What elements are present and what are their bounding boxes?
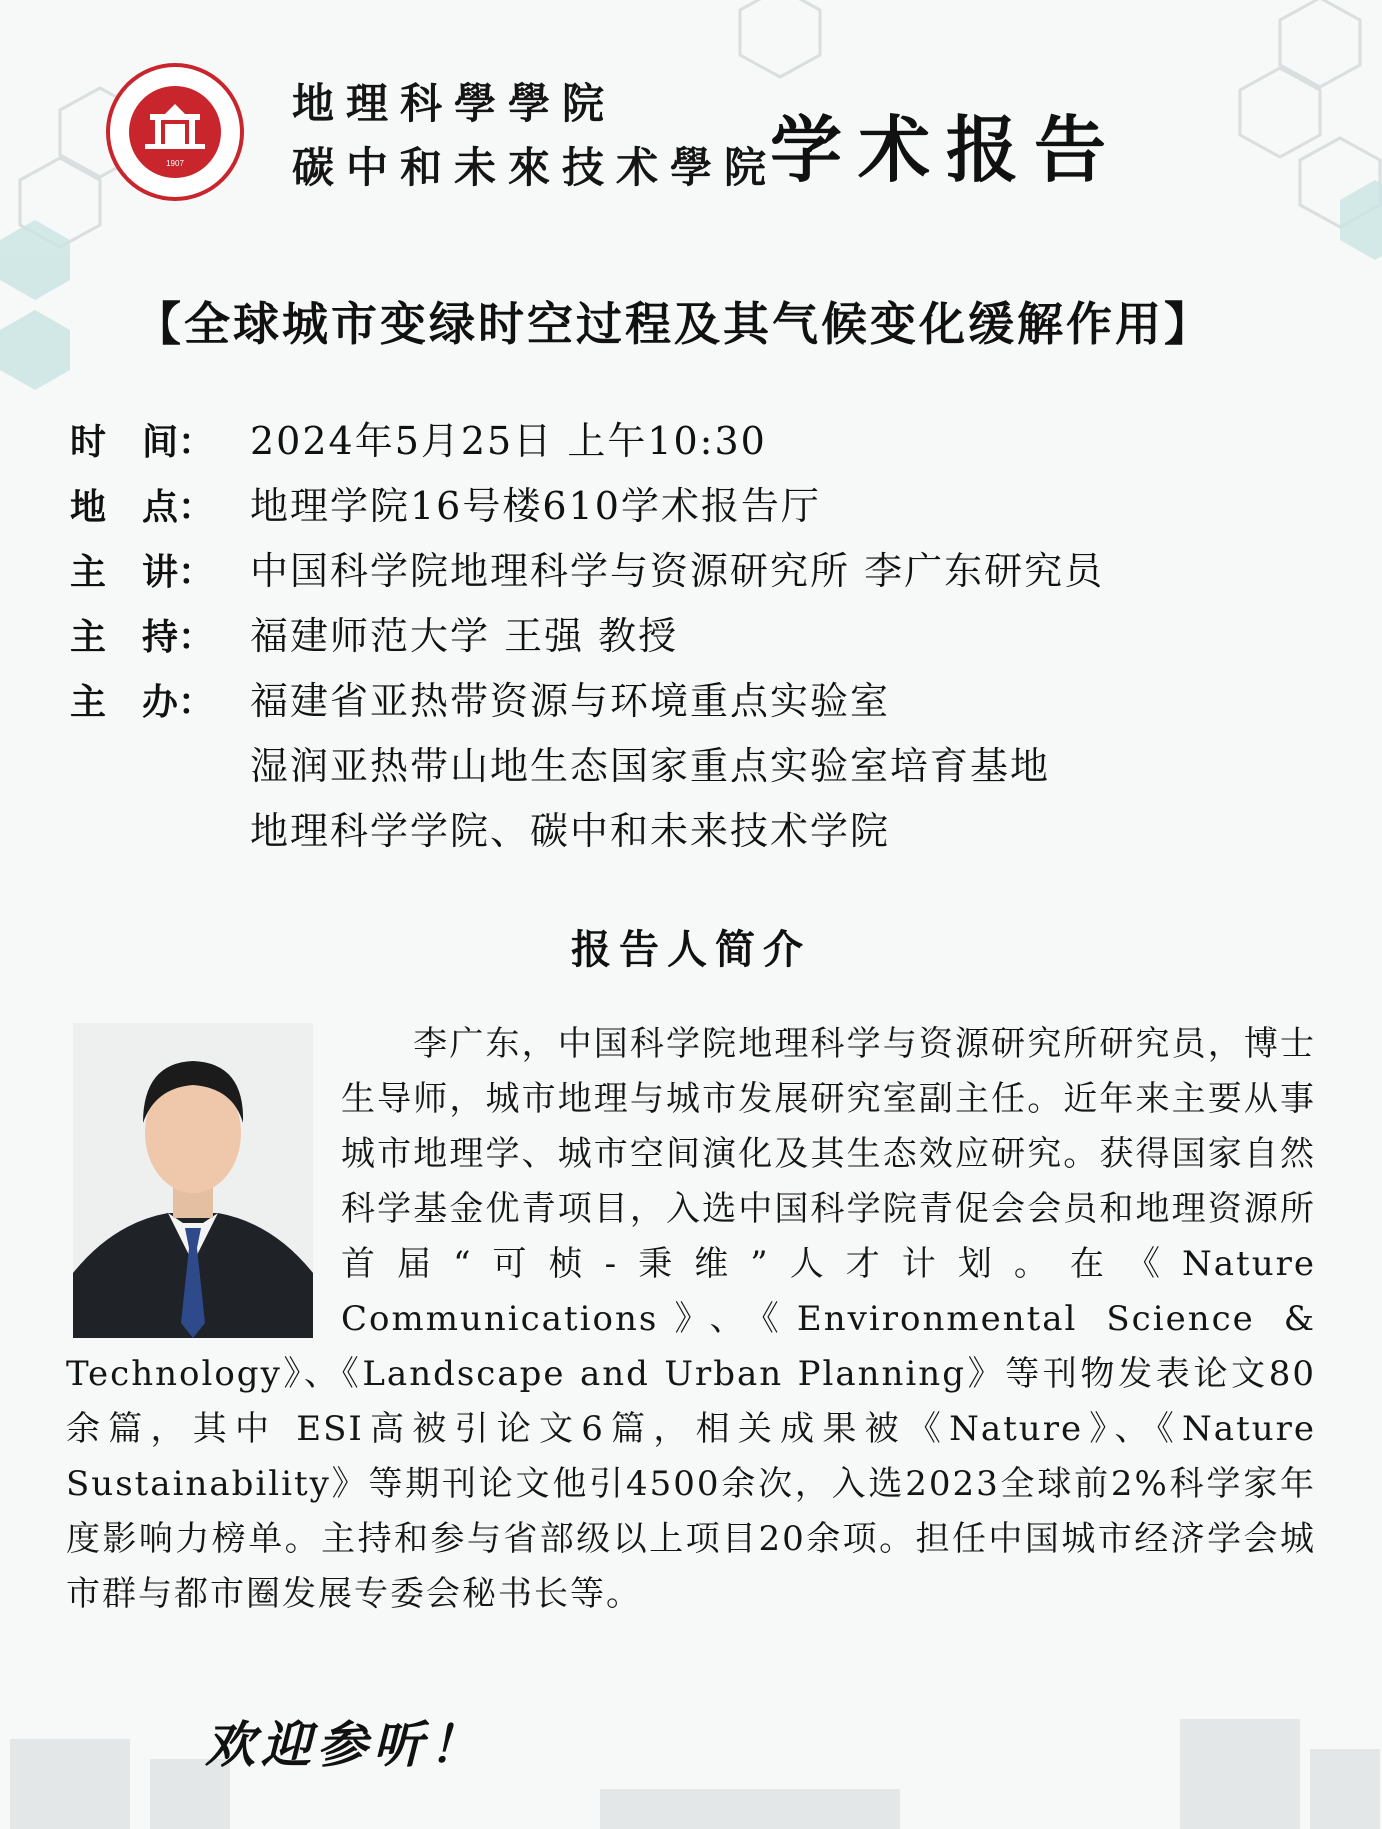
school-name-geography: 地理科學學院 xyxy=(292,79,617,128)
info-row-organizer-2 xyxy=(70,735,1320,800)
info-row-organizer-3 xyxy=(70,800,1320,865)
bio-heading: 报告人简介 xyxy=(571,926,811,973)
info-value: 湿润亚热带山地生态国家重点实验室培育基地 xyxy=(250,744,1051,788)
info-value: 福建师范大学 王强 教授 xyxy=(250,614,679,658)
svg-text:1907: 1907 xyxy=(166,159,184,168)
info-row-speaker xyxy=(70,540,1320,605)
university-seal-logo xyxy=(105,62,245,202)
event-info xyxy=(70,410,1320,865)
info-label: 主 持： xyxy=(70,616,215,658)
info-row-host xyxy=(70,605,1320,670)
bio-paragraph xyxy=(66,1017,1316,1622)
info-row-time xyxy=(70,410,1320,475)
info-label: 时 间： xyxy=(70,421,215,463)
photo-spacer xyxy=(66,1017,331,1347)
info-value: 2024年5月25日 上午10:30 xyxy=(250,419,767,463)
info-value: 中国科学院地理科学与资源研究所 李广东研究员 xyxy=(250,549,1105,593)
info-value: 福建省亚热带资源与环境重点实验室 xyxy=(250,679,891,723)
info-row-location xyxy=(70,475,1320,540)
info-value: 地理学院16号楼610学术报告厅 xyxy=(250,484,821,528)
info-label: 主 讲： xyxy=(70,551,215,593)
info-label: 地 点： xyxy=(70,486,215,528)
bio-text: 李广东，中国科学院地理科学与资源研究所研究员，博士生导师，城市地理与城市发展研究室副主任。近年来主要从事城市地理学、城市空间演化及其生态效应研究。获得国家自然科学基金优青项目，入选中国科学院青促会会员和地理资源所首届“可桢-秉维”人才计划。在《Nature Communications》、《Environmental Science & Technology》、《Landscape and Urban Planning》等刊物发表论文80余篇，其中 ESI高被引论文6篇，相关成果被《Nature》、《Nature Sustainability》等期刊论文他引4500余次，入选2023全球前2%科学家年度影响力榜单。主持和参与省部级以上项目20余项。担任中国城市经济学会城市群与都市圈发展专委会秘书长等。 xyxy=(66,1024,1316,1614)
document-type-heading: 学术报告 xyxy=(770,107,1123,192)
welcome-message: 欢迎参听！ xyxy=(205,1715,485,1774)
info-row-organizer xyxy=(70,670,1320,735)
report-title: 【全球城市变绿时空过程及其气候变化缓解作用】 xyxy=(135,297,1213,351)
school-names xyxy=(292,72,779,200)
info-label: 主 办： xyxy=(70,681,215,723)
info-value: 地理科学学院、碳中和未来技术学院 xyxy=(250,809,891,853)
school-name-carbon-neutral: 碳中和未來技术學院 xyxy=(292,143,779,192)
